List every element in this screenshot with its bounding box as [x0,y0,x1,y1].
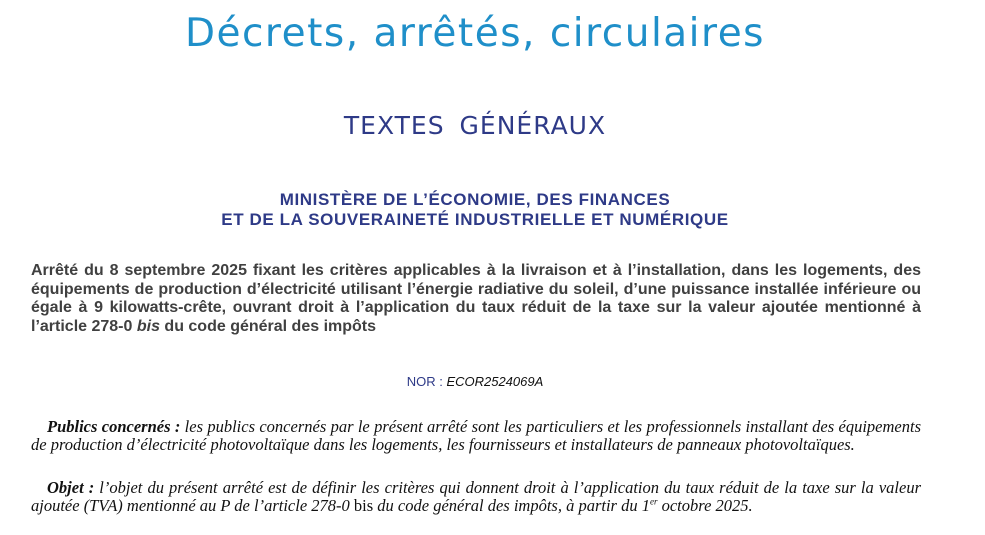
publics-label: Publics concernés : [47,417,181,436]
arrete-title-part-2: du code général des impôts [159,317,377,335]
objet-label: Objet : [47,478,95,497]
publics-text: les publics concernés par le présent arrêté sont les particuliers et les professionnels installant des équipements de production d’électricité photovoltaïque dans les logements, les fournisseurs et installateurs de panneaux photovoltaïques. [31,417,921,454]
ministry-line-2: ET DE LA SOUVERAINETÉ INDUSTRIELLE ET NUMÉRIQUE [221,210,729,229]
arrete-title [31,262,921,336]
ministry-line-1: MINISTÈRE DE L’ÉCONOMIE, DES FINANCES [279,190,671,209]
nor-label: NOR : [406,374,447,389]
nor-reference [0,374,950,389]
ministry-heading [0,190,950,230]
objet-bis: bis [353,496,374,515]
arrete-title-bis: bis [136,317,160,335]
section-title: TEXTES GÉNÉRAUX [343,111,607,140]
objet-paragraph [31,479,921,515]
objet-text-2: du code général des impôts, à partir du 1 [373,496,650,515]
page-title: Décrets, arrêtés, circulaires [184,11,766,56]
objet-text-1: l’objet du présent arrêté est de définir les critères qui donnent droit à l’application du taux réduit de la taxe sur la valeur ajoutée (TVA) mentionné au P de l’article 278-0 [31,478,921,515]
arrete-title-part-1: Arrêté du 8 septembre 2025 fixant les critères applicables à la livraison et à l’installation, dans les logements, des équipements de production d’électricité utilisant l’énergie radiative du soleil, d’une puissance installée inférieure ou égale à 9 kilowatts-crête, ouvrant droit à l’application du taux réduit de la taxe sur la valeur ajoutée mentionné à l’article 278-0 [31,262,921,335]
objet-superscript: er [649,496,658,507]
objet-text-3: octobre 2025. [657,496,753,515]
publics-concernes-paragraph [31,418,921,454]
nor-value: ECOR2524069A [446,374,544,389]
